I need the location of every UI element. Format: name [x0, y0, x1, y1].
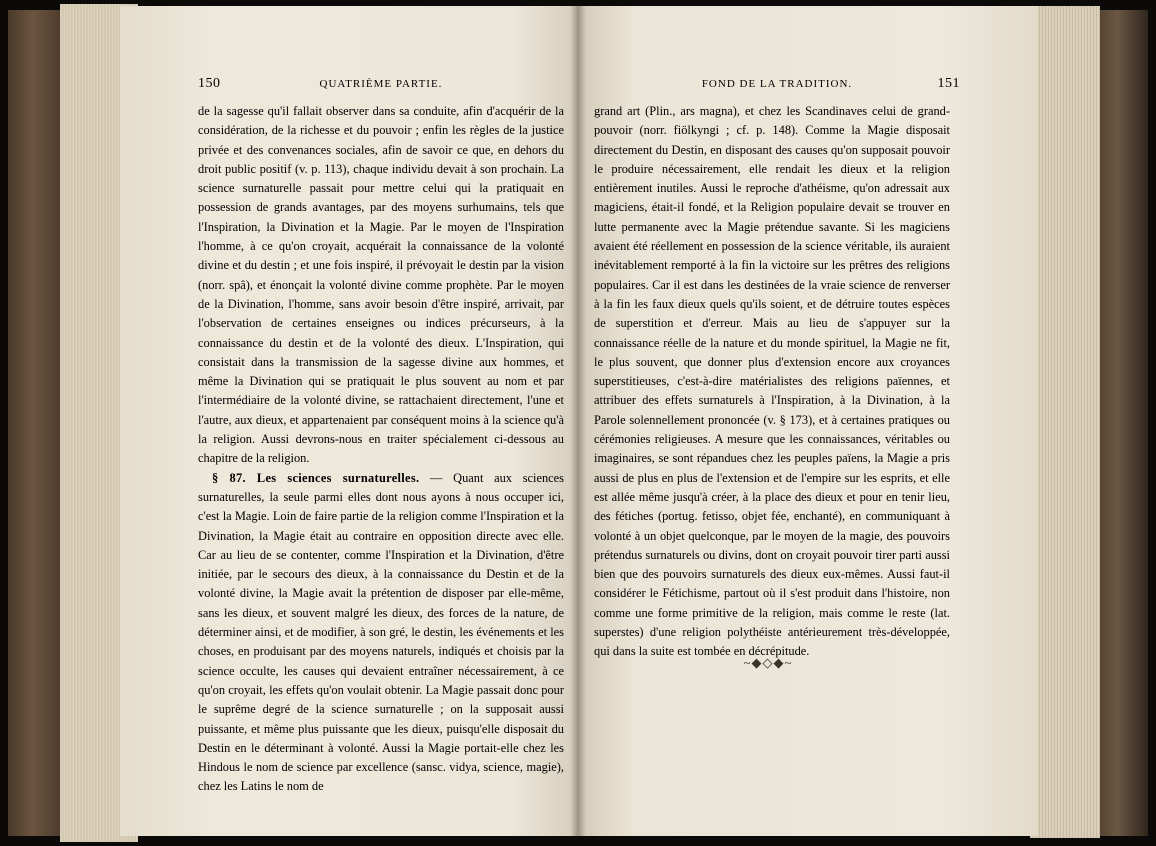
paragraph — [198, 469, 564, 797]
paragraph: de la sagesse qu'il fallait observer dans sa conduite, afin d'acquérir de la considération, de la richesse et du pouvoir ; enfin les règles de la justice privée et des convenances sociales, afin de savoir ce que, en dehors du droit public positif (v. p. 113), chaque individu devait à son prochain. La science surnaturelle passait pour mettre celui qui la pratiquait en possession de grands avantages, par des moyens surhumains, tels que l'Inspiration, la Divination et la Magie. Par le moyen de l'Inspiration l'homme, à ce qu'on croyait, acquérait la connaissance de la volonté divine et du destin ; et une fois inspiré, il prévoyait le destin par la vision (norr. spâ), et énonçait la volonté divine comme prophète. Par le moyen de la Divination, l'homme, sans avoir besoin d'être inspiré, arrivait, par l'observation de certaines enseignes ou indices précurseurs, à la connaissance du destin et de la volonté des dieux. L'Inspiration, qui consistait dans la transmission de la sagesse divine aux hommes, et même la Divination qui se pratiquait le plus souvent au nom et par l'intermédiaire de la volonté divine, se rattachaient directement, l'une et l'autre, aux dieux, et appartenaient par conséquent moins à la science qu'à la religion. Aussi devrons-nous en traiter spécialement ci-dessous au chapitre de la religion. — [198, 104, 564, 466]
section-heading: § 87. Les sciences surnaturelles. — [212, 470, 420, 485]
running-title: FOND DE LA TRADITION. — [701, 78, 853, 90]
paragraph: grand art (Plin., ars magna), et chez les Scandinaves celui de grand-pouvoir (norr. fiölkyngi ; cf. p. 148). Comme la Magie disposait directement du Destin, en disposant des causes qu'on supposait pouvoir le produire nécessairement, elle rendait les dieux et la religion entièrement inutiles. Aussi le reproche d'athéisme, qu'on adressait aux magiciens, était-il fondé, et la Religion populaire devait se trouver en lutte permanente avec la Magie prétendue savante. Si les magiciens avaient été réellement en possession de la science véritable, ils auraient inévitablement remporté à la fin la victoire sur les prêtres des religions populaires. Car il est dans les destinées de la vraie science de renverser à la fin les faux dieux quels qu'ils soient, et de détruire toutes espèces de superstition et d'erreur. Mais au lieu de s'appuyer sur la connaissance réelle de la nature et du monde spirituel, la Magie ne fit, le plus souvent, que donner plus d'extension encore aux croyances superstitieuses, c'est-à-dire matérialistes des religions païennes, et attribuer des effets surnaturels à l'Inspiration, à la Divination, à la Parole solennellement prononcée (v. § 173), et à certaines pratiques ou cérémonies religieuses. A mesure que les connaissances, véritables ou imaginaires, se sont répandues chez les peuples païens, la Magie a pris aussi de plus en plus de l'extension et de l'empire sur les esprits, et elle est allée même jusqu'à créer, à la place des dieux et pour en tenir lieu, des fétiches (portug. fetisso, objet fée, enchanté), en communiquant à volonté à un objet quelconque, par le moyen de la magie, des pouvoirs prétendus surnaturels ou divins, dont on croyait pouvoir tirer parti aussi bien que des pouvoirs surnaturels des dieux eux-mêmes. Aussi faut-il considérer le Fétichisme, partout où il s'est produit dans l'histoire, non comme une forme primitive de la religion, mais comme le reste (lat. superstes) d'une religion polythéiste antérieurement très-développée, qui dans la suite est tombée en décrépitude. — [594, 104, 950, 659]
ornament-divider: ~◆◇◆~ — [743, 655, 793, 670]
page-edges-right — [1030, 6, 1100, 838]
left-page-header — [198, 78, 564, 94]
running-title: QUATRIÈME PARTIE. — [319, 78, 443, 90]
left-page-body — [198, 102, 564, 797]
right-page-body — [594, 102, 950, 662]
page-number: 150 — [198, 76, 221, 91]
right-page-header — [594, 78, 960, 94]
page-number: 151 — [937, 76, 960, 91]
book-gutter — [570, 6, 586, 836]
paragraph-text: — Quant aux sciences surnaturelles, la seule parmi elles dont nous ayons à nous occuper ici, c'est la Magie. Loin de faire partie de la religion comme l'Inspiration et la Divination, la Magie était au contraire en opposition directe avec elle. Car au lieu de se contenter, comme l'Inspiration et la Divination, d'être initiée, par le secours des dieux, à la connaissance du Destin et de la volonté divine, la Magie avait la prétention de disposer par elle-même, sans les dieux, et souvent malgré les dieux, des forces de la nature, de déterminer ainsi, et de modifier, à son gré, le destin, les événements et les choses, en produisant par des moyens naturels, indiqués et choisis par la science occulte, les causes qui devaient entraîner nécessairement, à ce qu'on croyait, les effets qu'on voulait obtenir. La Magie passait donc pour le suprême degré de la science surnaturelle ; on la supposait aussi puissante, et même plus puissante que les dieux, puisqu'elle disposait du Destin en le déterminant à volonté. Aussi la Magie portait-elle chez les Hindous le nom de science par excellence (sansc. vidya, science, magie), chez les Latins le nom de — [198, 470, 564, 794]
